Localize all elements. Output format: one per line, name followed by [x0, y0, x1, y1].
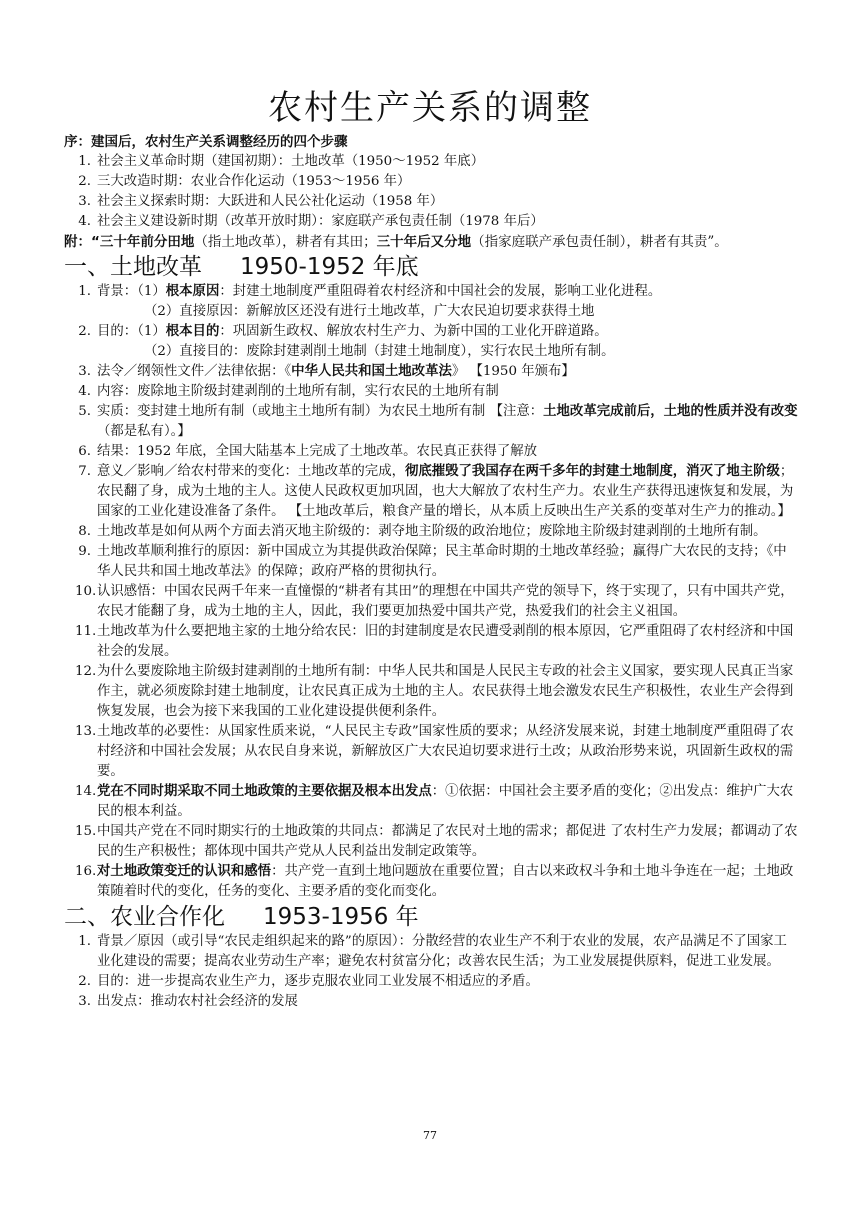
list-item: 14. 党在不同时期采取不同土地政策的主要依据及根本出发点：①依据：中国社会主要矛盾的变化；②出发点：维护广大农民的根本利益。: [75, 784, 794, 819]
section-heading-cooperation: 二、农业合作化 1953-1956 年: [64, 904, 419, 930]
list-subline: （2）直接目的：废除封建剥削土地制（封建土地制度），实行农民土地所有制。: [144, 344, 615, 359]
list-item: 9. 土地改革顺利推行的原因：新中国成立为其提供政治保障；民主革命时期的土地改革经验；赢得广大农民的支持；《中华人民共和国土地改革法》的保障；政府严格的贯彻执行。: [78, 544, 787, 579]
section2-list: [64, 932, 798, 1012]
document-body: [64, 132, 798, 1012]
page-title: 农村生产关系的调整: [268, 88, 592, 128]
section1-list: [64, 282, 798, 902]
list-item: 12. 为什么要废除地主阶级封建剥削的土地所有制：中华人民共和国是人民民主专政的社会主义国家，要实现人民真正当家作主，就必须废除封建土地制度，让农民真正成为土地的主人。农民获得土地会激发农民生产积极性，农业生产会得到恢复发展，也会为接下来我国的工业化建设提供便利条件。: [75, 664, 794, 719]
list-item: 1. 背景：（1）根本原因：封建土地制度严重阻碍着农村经济和中国社会的发展，影响工业化进程。: [78, 284, 662, 299]
list-item: 2. 目的：（1）根本目的：巩固新生政权、解放农村生产力、为新中国的工业化开辟道路。: [78, 324, 608, 339]
appendix-note: 附：“三十年前分田地（指土地改革），耕者有其田；三十年后又分地（指家庭联产承包责任制），耕者有其责”。: [64, 234, 728, 250]
preface-heading: 序：建国后，农村生产关系调整经历的四个步骤: [64, 134, 348, 150]
list-subline: （2）直接原因：新解放区还没有进行土地改革，广大农民迫切要求获得土地: [144, 304, 595, 319]
list-item: 4. 社会主义建设新时期（改革开放时期）：家庭联产承包责任制（1978 年后）: [78, 214, 544, 229]
list-item: 7. 意义／影响／给农村带来的变化：土地改革的完成，彻底摧毁了我国存在两千多年的封建土地制度，消灭了地主阶级；农民翻了身，成为土地的主人。这使人民政权更加巩固，也大大解放了农村生产力。农业生产获得迅速恢复和发展，为国家的工业化建设准备了条件。 【土地改革后，粮食产量的增长，从本质上反映出生产关系的变革对生产力的推动。】: [78, 464, 794, 519]
list-item: 13. 土地改革的必要性：从国家性质来说，“人民民主专政”国家性质的要求；从经济发展来说，封建土地制度严重阻碍了农村经济和中国社会发展；从农民自身来说，新解放区广大农民迫切要求进行土改；从政治形势来说，巩固新生政权的需要。: [75, 724, 794, 779]
list-item: 10. 认识感悟：中国农民两千年来一直憧憬的“耕者有其田”的理想在中国共产党的领导下，终于实现了，只有中国共产党，农民才能翻了身，成为土地的主人，因此，我们要更加热爱中国共产党，热爱我们的社会主义祖国。: [75, 584, 794, 619]
list-item: 2. 三大改造时期：农业合作化运动（1953～1956 年）: [78, 174, 411, 189]
list-item: 8. 土地改革是如何从两个方面去消灭地主阶级的：剥夺地主阶级的政治地位；废除地主阶级封建剥削的土地所有制。: [78, 524, 767, 539]
list-item: 4. 内容：废除地主阶级封建剥削的土地所有制，实行农民的土地所有制: [78, 384, 499, 399]
preface-list: [64, 152, 798, 232]
list-item: 3. 社会主义探索时期：大跃进和人民公社化运动（1958 年）: [78, 194, 444, 209]
list-item: 5. 实质：变封建土地所有制（或地主土地所有制）为农民土地所有制 【注意：土地改革完成前后，土地的性质并没有改变（都是私有）。】: [78, 404, 798, 439]
list-item: 3. 法令／纲领性文件／法律依据：《中华人民共和国土地改革法》 【1950 年颁布】: [78, 364, 575, 379]
list-item: 2. 目的：进一步提高农业生产力，逐步克服农业同工业发展不相适应的矛盾。: [78, 974, 539, 989]
list-item: 1. 背景／原因（或引导“农民走组织起来的路”的原因）：分散经营的农业生产不利于农业的发展，农产品满足不了国家工业化建设的需要；提高农业劳动生产率；避免农村贫富分化；改善农民生活；为工业发展提供原料，促进工业发展。: [78, 934, 787, 969]
section-heading-land-reform: 一、土地改革 1950-1952 年底: [64, 254, 419, 280]
list-item: 1. 社会主义革命时期（建国初期）：土地改革（1950～1952 年底）: [78, 154, 485, 169]
list-item: 15. 中国共产党在不同时期实行的土地政策的共同点：都满足了农民对土地的需求；都促进 了农村生产力发展；都调动了农民的生产积极性；都体现中国共产党从人民利益出发制定政策等。: [75, 824, 798, 859]
list-item: 16. 对土地政策变迁的认识和感悟：共产党一直到土地问题放在重要位置；自古以来政权斗争和土地斗争连在一起；土地政策随着时代的变化，任务的变化、主要矛盾的变化而变化。: [75, 864, 794, 899]
list-item: 6. 结果：1952 年底，全国大陆基本上完成了土地改革。农民真正获得了解放: [78, 444, 538, 459]
list-item: 11. 土地改革为什么要把地主家的土地分给农民：旧的封建制度是农民遭受剥削的根本原因，它严重阻碍了农村经济和中国社会的发展。: [75, 624, 794, 659]
page-number: 77: [423, 1129, 437, 1142]
list-item: 3. 出发点：推动农村社会经济的发展: [78, 994, 298, 1009]
